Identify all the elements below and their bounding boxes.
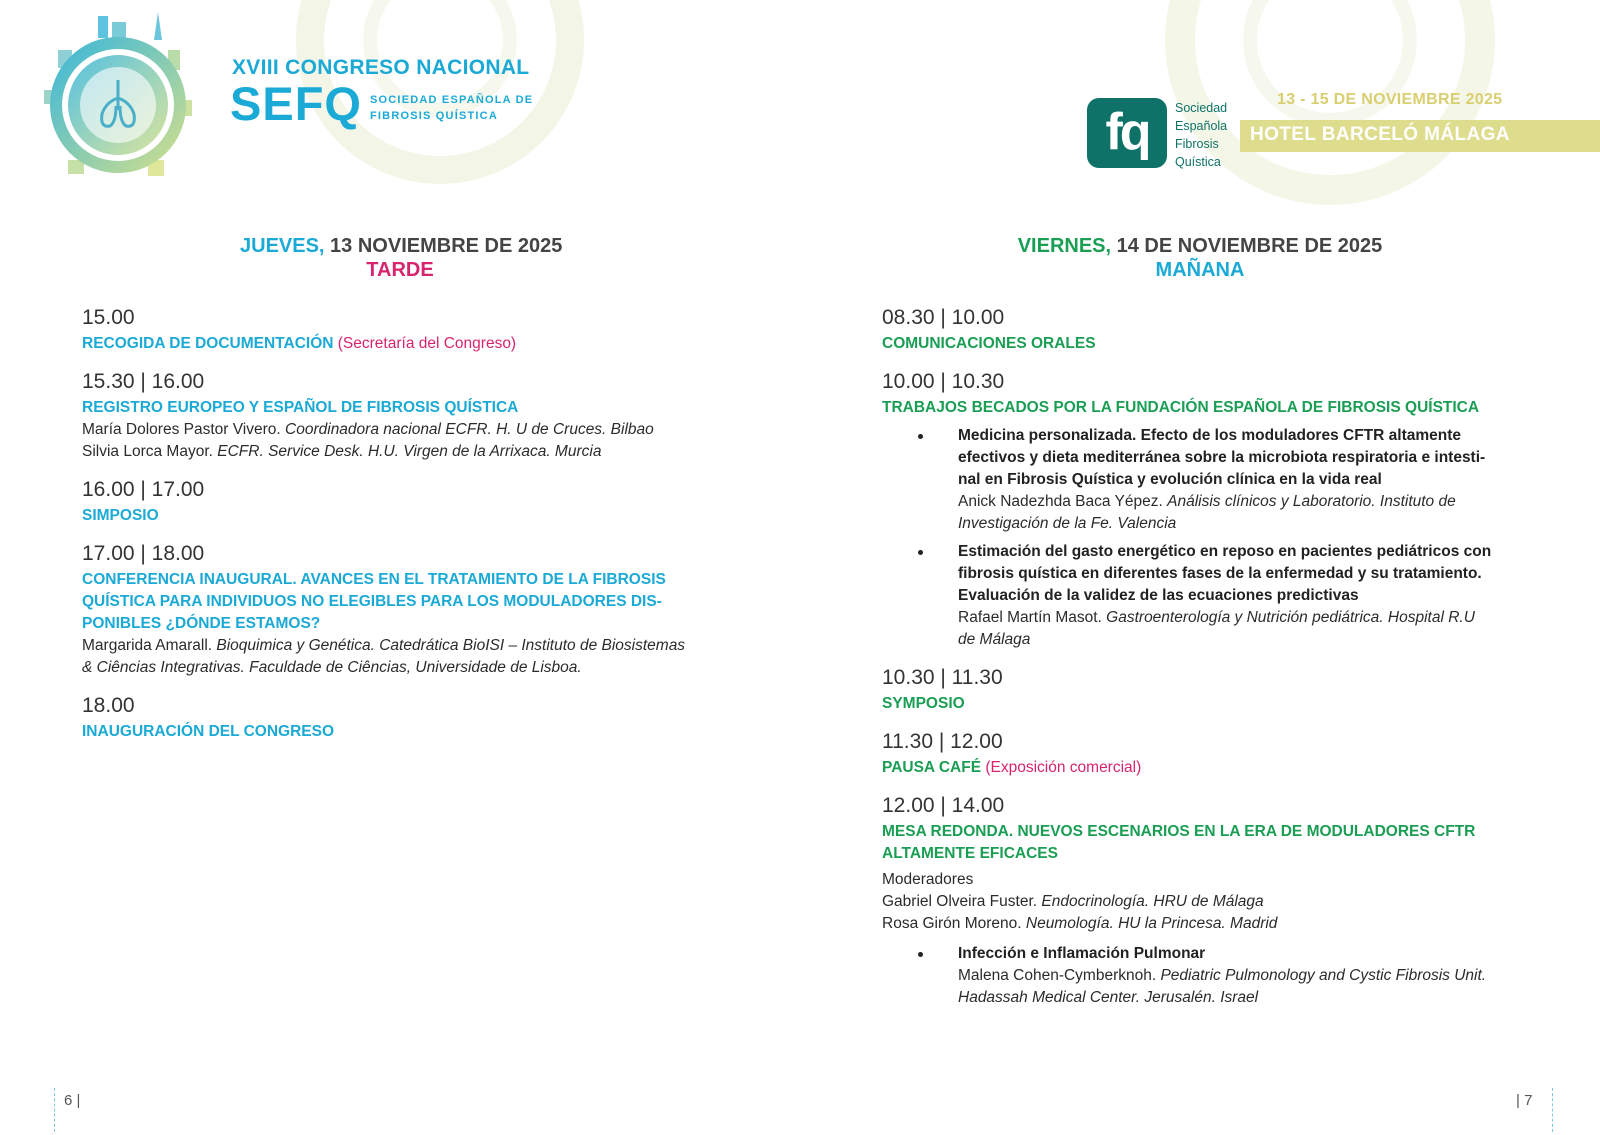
speaker-line: [958, 513, 1582, 535]
right-day-heading: [1010, 234, 1390, 282]
agenda-title: INAUGURACIÓN DEL CONGRESO: [82, 723, 335, 740]
speaker-affiliation: & Ciências Integrativas. Faculdade de Ciências, Universidade de Lisboa.: [82, 659, 582, 676]
left-agenda: [82, 305, 732, 757]
agenda-item: [82, 693, 732, 743]
speaker-line: [958, 629, 1582, 651]
speaker-line: [82, 441, 732, 463]
congress-emblem-logo: [28, 10, 208, 190]
agenda-time: 08.30 | 10.00: [882, 306, 1005, 329]
left-session: TARDE: [366, 259, 434, 281]
agenda-title-line: QUÍSTICA PARA INDIVIDUOS NO ELEGIBLES PARA LOS MODULADORES DIS-: [82, 593, 662, 610]
agenda-time: 16.00 | 17.00: [82, 478, 205, 501]
bullet-title: [958, 425, 1582, 491]
right-page-number: | 7: [1516, 1092, 1533, 1109]
speaker-affiliation: ECFR. Service Desk. H.U. Virgen de la Arrixaca. Murcia: [217, 443, 602, 460]
speaker-affiliation: Bioquimica y Genética. Catedrática BioISI – Instituto de Biosistemas: [216, 637, 686, 654]
agenda-item: [82, 305, 732, 355]
agenda-title-line: CONFERENCIA INAUGURAL. AVANCES EN EL TRATAMIENTO DE LA FIBROSIS: [82, 571, 666, 588]
moderator-line: [882, 913, 1582, 935]
speaker-line: [958, 607, 1582, 629]
agenda-time: 10.00 | 10.30: [882, 370, 1005, 393]
fq-word-1: Sociedad: [1175, 101, 1228, 115]
fq-word-3: Fibrosis: [1175, 137, 1219, 151]
left-day-date: 13 NOVIEMBRE DE 2025: [330, 235, 563, 257]
agenda-item: [882, 305, 1582, 355]
speaker-affiliation: de Málaga: [958, 631, 1031, 648]
left-page-number: 6 |: [64, 1092, 81, 1109]
agenda-item: [882, 793, 1582, 1009]
bullet-title-line: fibrosis quística en diferentes fases de la enfermedad y su tratamiento.: [958, 565, 1482, 582]
bullet-title-line: Evaluación de la validez de las ecuaciones predictivas: [958, 587, 1359, 604]
bullet-title-line: efectivos y dieta mediterránea sobre la microbiota respiratoria e intesti-: [958, 449, 1486, 466]
right-day-name: VIERNES,: [1017, 235, 1112, 257]
speaker-line: [82, 635, 732, 657]
bullet-title-line: nal en Fibrosis Quística y evolución clínica en la vida real: [958, 471, 1382, 488]
speaker-name: Anick Nadezhda Baca Yépez.: [958, 493, 1163, 510]
right-margin-dashes: [1552, 1088, 1553, 1132]
moderator-line: [882, 891, 1582, 913]
fq-word-4: Quística: [1175, 155, 1221, 169]
speaker-affiliation: Gastroenterología y Nutrición pediátrica. Hospital R.U: [1106, 609, 1475, 626]
sefq-name-line-1: SOCIEDAD ESPAÑOLA DE: [370, 94, 534, 106]
sefq-name-line-2: FIBROSIS QUÍSTICA: [370, 110, 498, 122]
agenda-bullet: [882, 541, 1582, 651]
speaker-name: Rafael Martín Masot.: [958, 609, 1102, 626]
speaker-line: [82, 657, 732, 679]
agenda-time: 12.00 | 14.00: [882, 794, 1005, 817]
agenda-title-line: PONIBLES ¿DÓNDE ESTAMOS?: [82, 615, 321, 632]
speaker-name: Margarida Amarall.: [82, 637, 213, 654]
moderators-label: Moderadores: [882, 871, 974, 888]
agenda-bullet: [882, 425, 1582, 535]
sefq-acronym: SEFQ: [230, 77, 362, 130]
agenda-title-line: MESA REDONDA. NUEVOS ESCENARIOS EN LA ERA DE MODULADORES CFTR: [882, 823, 1476, 840]
left-day-name: JUEVES,: [240, 235, 325, 257]
speaker-line: [82, 419, 732, 441]
agenda-title-line: ALTAMENTE EFICACES: [882, 845, 1058, 862]
speaker-name: Silvia Lorca Mayor.: [82, 443, 213, 460]
right-day-date: 14 DE NOVIEMBRE DE 2025: [1116, 235, 1383, 257]
agenda-item: [882, 729, 1582, 779]
venue-name: HOTEL BARCELÓ MÁLAGA: [1250, 124, 1510, 145]
agenda-item: [882, 665, 1582, 715]
speaker-affiliation: Coordinadora nacional ECFR. H. U de Cruces. Bilbao: [285, 421, 654, 438]
speaker-affiliation: Análisis clínicos y Laboratorio. Instituto de: [1167, 493, 1456, 510]
speaker-affiliation: Pediatric Pulmonology and Cystic Fibrosis Unit.: [1160, 967, 1487, 984]
agenda-title: [882, 821, 1582, 865]
moderator-name: Gabriel Olveira Fuster.: [882, 893, 1038, 910]
sefq-full-name: [370, 92, 533, 124]
agenda-title-text: RECOGIDA DE DOCUMENTACIÓN: [82, 335, 334, 352]
speaker-name: Malena Cohen-Cymberknoh.: [958, 967, 1157, 984]
agenda-item: [882, 369, 1582, 651]
agenda-item: [82, 477, 732, 527]
moderator-affiliation: Neumología. HU la Princesa. Madrid: [1025, 915, 1278, 932]
bullet-title-line: Estimación del gasto energético en reposo en pacientes pediátricos con: [958, 543, 1492, 560]
left-margin-dashes: [54, 1088, 55, 1132]
agenda-title: [82, 569, 732, 635]
congress-edition-title: XVIII CONGRESO NACIONAL: [232, 56, 530, 79]
speaker-line: [958, 491, 1582, 513]
right-agenda: [882, 305, 1582, 1023]
fq-word-2: Española: [1175, 119, 1228, 133]
agenda-time: 18.00: [82, 694, 135, 717]
agenda-title: REGISTRO EUROPEO Y ESPAÑOL DE FIBROSIS QUÍSTICA: [82, 399, 519, 416]
agenda-title: COMUNICACIONES ORALES: [882, 335, 1096, 352]
bullet-title: Infección e Inflamación Pulmonar: [958, 945, 1206, 962]
agenda-time: 10.30 | 11.30: [882, 666, 1003, 689]
speaker-affiliation: Investigación de la Fe. Valencia: [958, 515, 1177, 532]
agenda-item: [82, 541, 732, 679]
moderator-affiliation: Endocrinología. HRU de Málaga: [1041, 893, 1264, 910]
bullet-dot: [918, 434, 923, 439]
speaker-line: [958, 987, 1582, 1009]
speaker-line: [958, 965, 1582, 987]
moderator-name: Rosa Girón Moreno.: [882, 915, 1022, 932]
agenda-title: TRABAJOS BECADOS POR LA FUNDACIÓN ESPAÑOLA DE FIBROSIS QUÍSTICA: [882, 399, 1480, 416]
agenda-time: 17.00 | 18.00: [82, 542, 205, 565]
agenda-time: 11.30 | 12.00: [882, 730, 1003, 753]
fq-logo-words: [1175, 99, 1227, 171]
bullet-dot: [918, 952, 923, 957]
agenda-time: 15.00: [82, 306, 135, 329]
left-day-heading: [240, 234, 563, 282]
fq-logo-mark: fq: [1087, 98, 1167, 168]
agenda-title: [82, 333, 732, 355]
agenda-title-note: (Secretaría del Congreso): [337, 335, 517, 352]
bullet-title: [958, 541, 1582, 607]
agenda-title-text: PAUSA CAFÉ: [882, 759, 982, 776]
bullet-title-line: Medicina personalizada. Efecto de los moduladores CFTR altamente: [958, 427, 1462, 444]
agenda-bullet: [882, 943, 1582, 1009]
right-session: MAÑANA: [1155, 259, 1245, 281]
agenda-item: [82, 369, 732, 463]
bullet-dot: [918, 550, 923, 555]
speaker-name: María Dolores Pastor Vivero.: [82, 421, 281, 438]
agenda-title: [882, 757, 1582, 779]
agenda-time: 15.30 | 16.00: [82, 370, 205, 393]
agenda-title-note: (Exposición comercial): [985, 759, 1142, 776]
agenda-title: SYMPOSIO: [882, 695, 965, 712]
agenda-title: SIMPOSIO: [82, 507, 159, 524]
congress-dates: 13 - 15 DE NOVIEMBRE 2025: [1277, 91, 1503, 108]
speaker-affiliation: Hadassah Medical Center. Jerusalén. Israel: [958, 989, 1259, 1006]
